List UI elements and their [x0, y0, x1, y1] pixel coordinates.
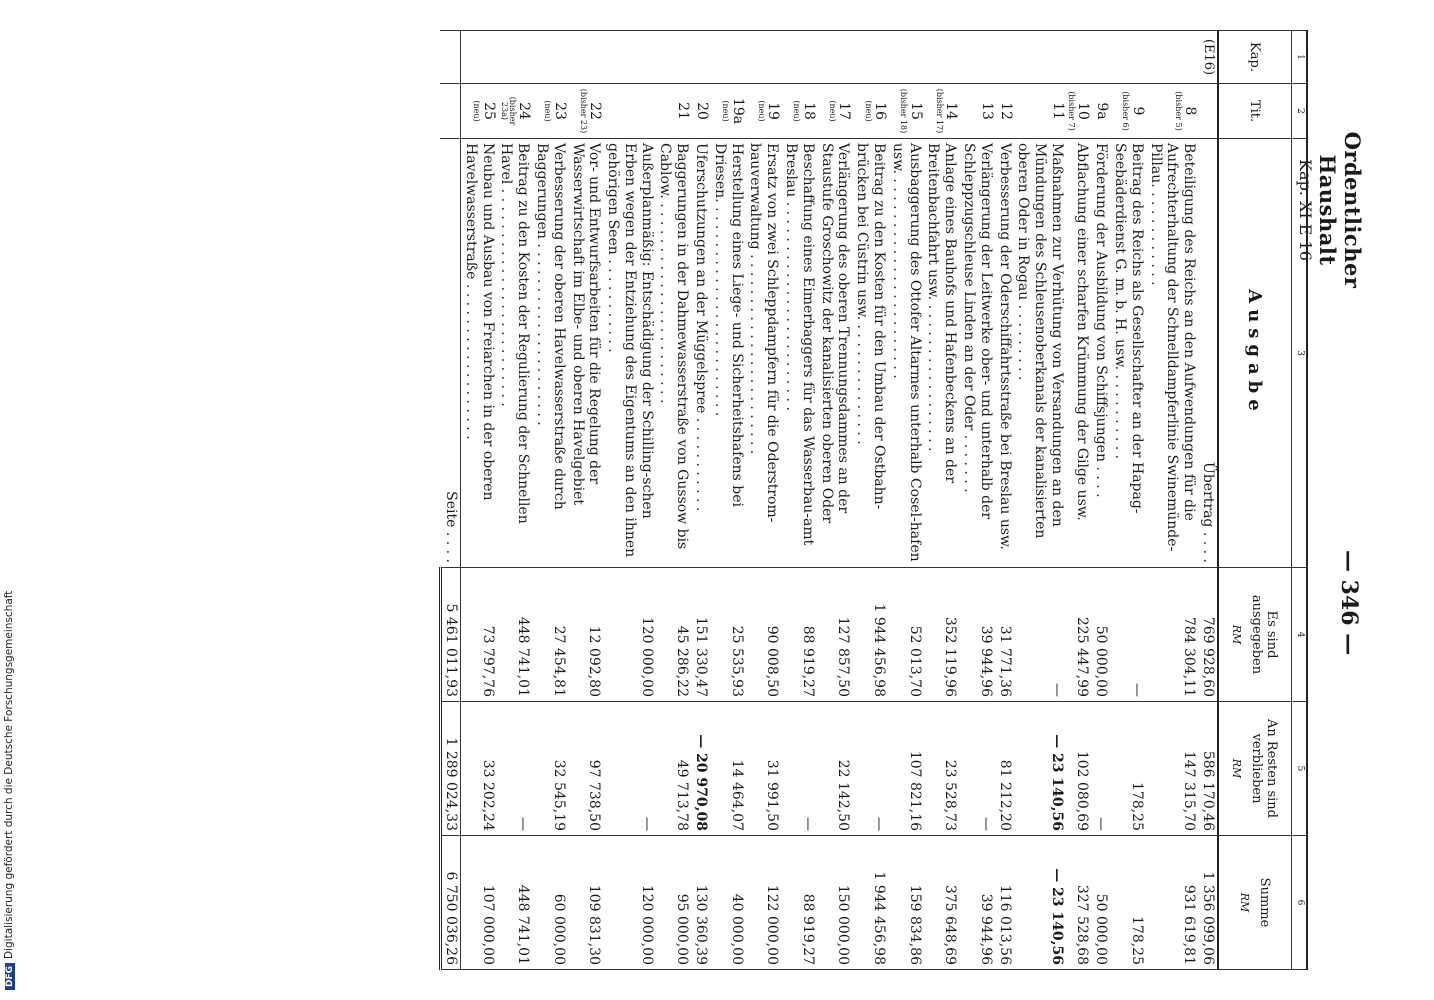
description-cell: Herstellung eines Liege- und Sicherheitshafens bei Driesen. . . . . . . . . . . . . . . . . . . . . . . . .	[710, 139, 746, 568]
tit-number: 10	[1075, 102, 1092, 120]
kap-cell	[656, 31, 692, 84]
kap-cell	[995, 31, 1014, 84]
tit-number: 16	[872, 102, 889, 120]
table-row	[497, 31, 533, 970]
tit-number: 12	[997, 102, 1014, 120]
colnum-3: 3	[1292, 139, 1308, 568]
tit-cell	[852, 84, 888, 139]
kap-cell	[781, 31, 817, 84]
tit-number: 19	[765, 102, 782, 120]
tit-cell	[460, 84, 496, 139]
sum-cell: 50 000,00	[1091, 836, 1110, 970]
tit-note: (bisher 23a)	[499, 96, 517, 126]
total-row	[440, 31, 460, 970]
table-row	[532, 31, 568, 970]
tit-number: 9a	[1094, 102, 1111, 120]
kap-cell	[888, 31, 924, 84]
table-row	[781, 31, 817, 970]
spent-cell: 225 447,99	[1066, 568, 1091, 702]
rest-label: An Resten sind verblieben	[1249, 719, 1280, 818]
header-tit: Tit.	[1218, 84, 1292, 139]
description-cell: Neubau und Ausbau von Freiarchen in der oberen Havelwasserstraße . . . . . . . . . . . . . . . . . .	[460, 139, 496, 568]
table-row	[959, 31, 995, 970]
tit-cell	[440, 84, 460, 139]
tit-note: (bisher 5)	[1173, 91, 1183, 131]
spent-cell: 127 857,50	[817, 568, 853, 702]
description-cell: Verbesserung der Oderschiffahrtsstraße bei Breslau usw.	[995, 139, 1014, 568]
column-header-row	[1218, 31, 1292, 970]
rest-cell: —	[781, 702, 817, 836]
budget-title: Ordentlicher Haushalt	[1315, 131, 1365, 289]
description-cell: Baggerungen in der Dahmewasserstraße von Gussow bis Cablow. . . . . . . . . . . . . . . . . . . . . . . .	[656, 139, 692, 568]
table-row	[1146, 31, 1198, 970]
tit-cell	[995, 84, 1014, 139]
tit-cell	[781, 84, 817, 139]
header-rest	[1218, 702, 1292, 836]
total-sum: 6 750 036,26	[440, 836, 460, 970]
chapter-label: Kap. XI E 16	[1296, 159, 1315, 261]
tit-cell	[817, 84, 853, 139]
tit-note: (neu)	[472, 100, 482, 122]
column-number-row	[1292, 31, 1308, 970]
spent-cell: 50 000,00	[1091, 568, 1110, 702]
spent-cell: 52 013,70	[888, 568, 924, 702]
spent-cell: 90 008,50	[746, 568, 782, 702]
dfg-logo: DFG	[5, 963, 15, 990]
description-cell: Ersatz von zwei Schleppdampfern für die Oderstrom-bauverwaltung . . . . . . . . . . . . . . . . . . . . . . .	[746, 139, 782, 568]
spent-cell: 88 919,27	[781, 568, 817, 702]
document-page	[90, 30, 1370, 970]
tit-cell	[691, 84, 710, 139]
tit-cell	[924, 84, 960, 139]
description-cell: Verlängerung des oberen Trennungsdammes an der Staustufe Groschowitz der kanalisierten oberen Oder	[817, 139, 853, 568]
table-row	[710, 31, 746, 970]
description-cell: Beitrag des Reichs als Gesellschafter an der Hapag-Seebäderdienst G. m. b. H. usw. . . . . . . . . . .	[1110, 139, 1146, 568]
spent-cell: 352 119,96	[924, 568, 960, 702]
spent-cell: 73 797,76	[460, 568, 496, 702]
tit-note: (neu)	[863, 100, 873, 122]
description-cell: Abflachung einer scharfen Krümmung der Gilge usw.	[1066, 139, 1091, 568]
tit-note: (neu)	[828, 100, 838, 122]
description-cell: Maßnahmen zur Verhütung von Versandungen an den Mündungen des Schleusenoberkanals der kanalisierten oberen Oder in Rogau . . . . . . . . .	[1014, 139, 1066, 568]
table-row	[817, 31, 853, 970]
tit-note: (bisher 18)	[899, 88, 909, 134]
kap-cell	[1014, 31, 1066, 84]
table-row	[995, 31, 1014, 970]
tit-note: (bisher 7)	[1067, 91, 1077, 131]
sum-cell: 327 528,68	[1066, 836, 1091, 970]
budget-table	[439, 30, 1308, 970]
spent-cell: 39 944,96	[959, 568, 995, 702]
kap-cell	[691, 31, 710, 84]
description-cell: Förderung der Ausbildung von Schiffsjungen . . . .	[1091, 139, 1110, 568]
rest-cell: —	[497, 702, 533, 836]
rest-cell: 102 080,69	[1066, 702, 1091, 836]
sum-cell: 88 919,27	[781, 836, 817, 970]
description-cell: Beitrag zu den Kosten für den Umbau der Ostbahn-brücken bei Cüstrin usw. . . . . . . . . . . . . . .	[852, 139, 888, 568]
kap-cell	[1066, 31, 1091, 84]
table-row	[656, 31, 692, 970]
kap-cell	[460, 31, 496, 84]
spent-cell: 45 286,22	[656, 568, 692, 702]
rest-cell: 14 464,07	[710, 702, 746, 836]
rest-cell: 32 545,19	[532, 702, 568, 836]
kap-cell	[817, 31, 853, 84]
spent-cell: —	[1110, 568, 1146, 702]
spent-cell: 769 928,60	[1198, 568, 1218, 702]
rest-cell: 22 142,50	[817, 702, 853, 836]
rest-cell: 33 202,24	[460, 702, 496, 836]
tit-number: 8	[1182, 106, 1199, 116]
table-body	[440, 31, 1218, 970]
colnum-5: 5	[1292, 702, 1308, 836]
spent-cell: 120 000,00	[603, 568, 655, 702]
tit-cell	[656, 84, 692, 139]
total-label: Seite . . . .	[440, 139, 460, 568]
tit-note: (bisher 17)	[934, 88, 944, 134]
sum-cell: 95 000,00	[656, 836, 692, 970]
rest-cell: 31 991,50	[746, 702, 782, 836]
sum-cell: — 23 140,56	[1014, 836, 1066, 970]
spent-cell: —	[1014, 568, 1066, 702]
kap-cell	[852, 31, 888, 84]
tit-cell	[568, 84, 604, 139]
sum-cell: 178,25	[1110, 836, 1146, 970]
rest-cell: 107 821,16	[888, 702, 924, 836]
tit-note: (neu)	[792, 100, 802, 122]
tit-number: 23	[551, 102, 568, 120]
spent-cell: 25 535,93	[710, 568, 746, 702]
description-cell: Verbesserung der oberen Havelwasserstraße durch Baggerungen . . . . . . . . . . . . . . . . . . . . .	[532, 139, 568, 568]
ausgabe-label: Ausgabe	[1244, 289, 1266, 417]
rest-cell: 97 738,50	[568, 702, 604, 836]
spent-cell: 12 092,80	[568, 568, 604, 702]
tit-number: 9	[1129, 106, 1146, 116]
kap-cell	[924, 31, 960, 84]
table-row	[691, 31, 710, 970]
rest-cell: 49 713,78	[656, 702, 692, 836]
table-row	[460, 31, 496, 970]
rest-cell: 586 170,46	[1198, 702, 1218, 836]
description-cell: Übertrag . . . .	[1198, 139, 1218, 568]
kap-cell	[1091, 31, 1110, 84]
rest-cell: 178,25	[1110, 702, 1146, 836]
tit-number: 20	[694, 102, 711, 120]
tit-number: 25	[480, 102, 497, 120]
kap-cell	[746, 31, 782, 84]
tit-note: (neu)	[543, 100, 553, 122]
kap-cell	[497, 31, 533, 84]
tit-cell	[603, 84, 655, 139]
tit-number: 13	[978, 102, 995, 120]
tit-number: 17	[836, 102, 853, 120]
tit-note: (neu)	[721, 100, 731, 122]
sum-cell: 60 000,00	[532, 836, 568, 970]
sum-cell: 107 000,00	[460, 836, 496, 970]
sum-cell: 159 834,86	[888, 836, 924, 970]
spent-cell: 1 944 456,98	[852, 568, 888, 702]
spent-cell: 784 304,11	[1146, 568, 1198, 702]
tit-number: 11	[1050, 102, 1067, 120]
table-row	[888, 31, 924, 970]
header-kap: Kap.	[1218, 31, 1292, 84]
tit-number: 21	[675, 102, 692, 120]
tit-note: (bisher 6)	[1121, 91, 1131, 131]
table-row	[1110, 31, 1146, 970]
sum-cell: 375 648,69	[924, 836, 960, 970]
sum-cell: 39 944,96	[959, 836, 995, 970]
table-row	[1066, 31, 1091, 970]
tit-number: 14	[943, 102, 960, 120]
sum-cell: 150 000,00	[817, 836, 853, 970]
tit-cell	[1146, 84, 1198, 139]
kap-cell	[710, 31, 746, 84]
description-cell: Beteiligung des Reichs an den Aufwendungen für die Aufrechterhaltung der Schnelldampferlinie Swinemünde-Pillau. . . . . . . . . . . .	[1146, 139, 1198, 568]
tit-cell	[1091, 84, 1110, 139]
kap-cell: (E16)	[1198, 31, 1218, 84]
sum-cell: 931 619,81	[1146, 836, 1198, 970]
tit-note: (neu)	[756, 100, 766, 122]
kap-cell	[1110, 31, 1146, 84]
tit-number: 15	[907, 102, 924, 120]
tit-number: 19a	[729, 97, 746, 125]
tit-cell	[1110, 84, 1146, 139]
sum-label: Summe	[1257, 877, 1272, 928]
sum-cell: 122 000,00	[746, 836, 782, 970]
rest-cell: —	[603, 702, 655, 836]
unit-rm: RM	[1230, 624, 1244, 645]
tit-cell	[497, 84, 533, 139]
description-cell: Vor- und Entwurfsarbeiten für die Regelung der Wasserwirtschaft im Elbe- und oberen Havelgebiet	[568, 139, 604, 568]
header-sum	[1218, 836, 1292, 970]
tit-cell	[1014, 84, 1066, 139]
tit-cell	[532, 84, 568, 139]
rest-cell: — 23 140,56	[1014, 702, 1066, 836]
sum-cell: 40 000,00	[710, 836, 746, 970]
rest-cell: —	[1091, 702, 1110, 836]
tit-number: 24	[516, 102, 533, 120]
rest-cell: —	[959, 702, 995, 836]
table-row	[1198, 31, 1218, 970]
colnum-6: 6	[1292, 836, 1308, 970]
sum-cell: 1 944 456,98	[852, 836, 888, 970]
tit-cell	[710, 84, 746, 139]
unit-rm: RM	[1230, 758, 1244, 779]
rest-cell: 147 315,70	[1146, 702, 1198, 836]
description-cell: Beitrag zu den Kosten der Regulierung der Schnellen Havel . . . . . . . . . . . . . . . . . . . . . . . . .	[497, 139, 533, 568]
table-row	[1014, 31, 1066, 970]
unit-rm: RM	[1238, 892, 1251, 913]
tit-number: 18	[800, 102, 817, 120]
rest-cell: —	[852, 702, 888, 836]
tit-cell	[1066, 84, 1091, 139]
tit-note: (bisher 23)	[578, 88, 588, 134]
tit-cell	[746, 84, 782, 139]
sum-cell: 120 000,00	[603, 836, 655, 970]
digitization-credit	[0, 0, 22, 1000]
spent-cell: 31 771,36	[995, 568, 1014, 702]
kap-cell	[1146, 31, 1198, 84]
spent-cell: 27 454,81	[532, 568, 568, 702]
rest-cell: — 20 970,08	[691, 702, 710, 836]
kap-cell	[603, 31, 655, 84]
description-cell: Anlage eines Bauhofs und Hafenbeckens an der Breitenbachfahrt usw. . . . . . . . . . . . . . . . . .	[924, 139, 960, 568]
description-cell: Verlängerung der Leitwerke ober- und unterhalb der Schleppzugschleuse Linden an der Oder . . . . . . .	[959, 139, 995, 568]
description-cell: Beschaffung eines Eimerbaggers für das Wasserbau-amt Breslau . . . . . . . . . . . . . . . . . . . . . . . .	[781, 139, 817, 568]
tit-cell	[959, 84, 995, 139]
sum-cell: 116 013,56	[995, 836, 1014, 970]
sum-cell: 109 831,30	[568, 836, 604, 970]
sum-cell: 1 356 099,06	[1198, 836, 1218, 970]
tit-number: 22	[587, 102, 604, 120]
credit-line	[3, 591, 15, 990]
total-spent: 5 461 011,93	[440, 568, 460, 702]
colnum-4: 4	[1292, 568, 1308, 702]
spent-cell: 448 741,01	[497, 568, 533, 702]
table-row	[852, 31, 888, 970]
sum-cell: 448 741,01	[497, 836, 533, 970]
table-row	[924, 31, 960, 970]
sum-cell: 130 360,39	[691, 836, 710, 970]
colnum-2: 2	[1292, 84, 1308, 139]
description-cell: Uferschutzungen an der Müggelspree . . . . . . . . . . .	[691, 139, 710, 568]
tit-cell	[888, 84, 924, 139]
tit-cell	[1198, 84, 1218, 139]
rest-cell: 81 212,20	[995, 702, 1014, 836]
header-spent	[1218, 568, 1292, 702]
kap-cell	[440, 31, 460, 84]
description-cell: Ausbaggerung des Ottofer Altarmes unterhalb Cosel-hafen usw. . . . . . . . . . . . . . . . . . . . . . . .	[888, 139, 924, 568]
header-ausgabe	[1218, 139, 1292, 568]
page-header	[1296, 30, 1370, 970]
spent-cell: 151 330,47	[691, 568, 710, 702]
rest-cell: 23 528,73	[924, 702, 960, 836]
description-cell: Außerplanmäßig: Entschädigung der Schilling-schen Erben wegen der Entziehung des Eigentums an den ihnen gehörigen Seen . . . . . . . . . . .	[603, 139, 655, 568]
table-row	[568, 31, 604, 970]
total-rest: 1 289 024,33	[440, 702, 460, 836]
colnum-1: 1	[1292, 31, 1308, 84]
table-row	[603, 31, 655, 970]
kap-cell	[568, 31, 604, 84]
table-row	[1091, 31, 1110, 970]
kap-cell	[532, 31, 568, 84]
spent-label: Es sind ausgegeben	[1249, 594, 1280, 675]
page-number: — 346 —	[1336, 550, 1362, 656]
table-row	[746, 31, 782, 970]
credit-text: Digitalisierung gefördert durch die Deutsche Forschungsgemeinschaft	[3, 590, 15, 959]
kap-cell	[959, 31, 995, 84]
